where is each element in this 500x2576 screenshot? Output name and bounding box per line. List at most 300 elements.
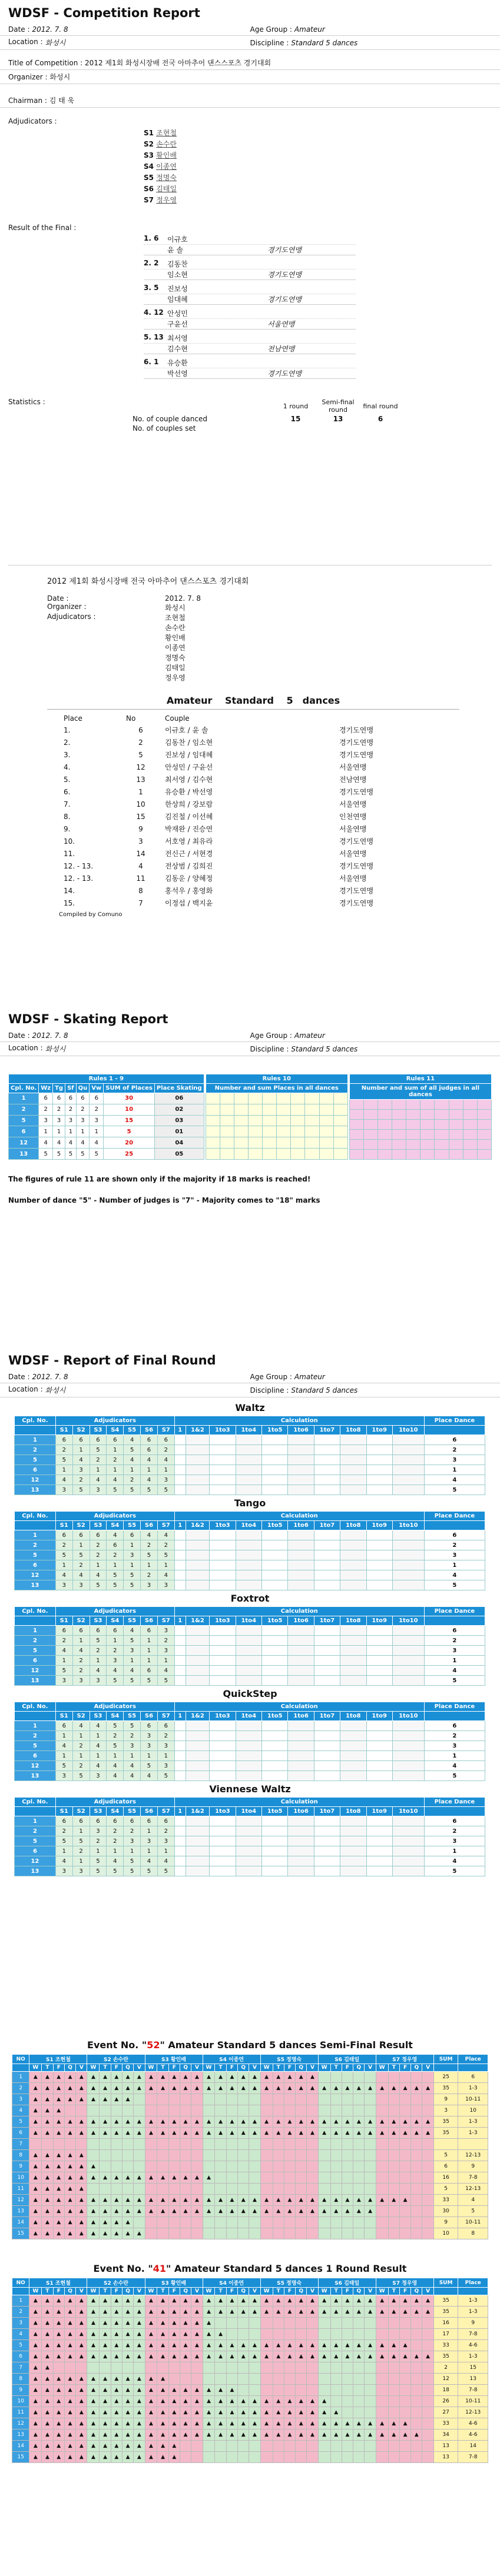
calc-col: 1 xyxy=(174,1807,186,1816)
event-mark xyxy=(353,2318,365,2329)
event-mark xyxy=(203,2452,215,2463)
event-mark: ▲ xyxy=(215,2351,226,2362)
event-mark xyxy=(399,2139,410,2150)
event-mark: ▲ xyxy=(134,2418,145,2429)
event-mark: ▲ xyxy=(365,2307,376,2318)
calc-cell xyxy=(236,1826,261,1836)
event-sum: 16 xyxy=(433,2318,458,2329)
event-mark xyxy=(376,2407,388,2418)
event-mark xyxy=(238,2161,249,2172)
rule10-cell xyxy=(277,1104,291,1115)
event-mark: ▲ xyxy=(296,2307,307,2318)
event-mark: ▲ xyxy=(53,2150,64,2161)
event-mark xyxy=(411,2452,422,2463)
event-mark: ▲ xyxy=(76,2295,87,2307)
event-mark xyxy=(168,2184,180,2195)
rule10-cell xyxy=(319,1104,333,1115)
event-mark xyxy=(215,2217,226,2228)
event-mark xyxy=(260,2172,273,2184)
event-mark: ▲ xyxy=(203,2351,215,2362)
event-mark xyxy=(411,2228,422,2239)
final-rank: 1. 6 xyxy=(144,234,159,242)
dance-place: 4 xyxy=(424,1761,485,1771)
couple-no: 6 xyxy=(15,1560,56,1570)
event-mark: ▲ xyxy=(226,2295,237,2307)
event-mark xyxy=(388,2396,399,2407)
calc-cell xyxy=(314,1485,340,1495)
event-mark: ▲ xyxy=(76,2161,87,2172)
skating-row xyxy=(9,1115,204,1126)
event-mark xyxy=(180,2441,191,2452)
judge-code: S7 xyxy=(157,1616,174,1626)
event-mark: ▲ xyxy=(87,2206,100,2217)
event-mark: ▲ xyxy=(330,2116,342,2128)
event-mark xyxy=(411,2094,422,2105)
rules-c-header: Rules 11 xyxy=(349,1074,491,1084)
calc-cell xyxy=(314,1455,340,1465)
event-title xyxy=(0,2263,500,2274)
event-mark: ▲ xyxy=(76,2407,87,2418)
event-row xyxy=(12,2396,488,2407)
calc-col: 1to9 xyxy=(366,1426,392,1435)
event-mark xyxy=(249,2184,260,2195)
event-mark xyxy=(226,2362,237,2374)
event-sum: 18 xyxy=(433,2385,458,2396)
event-mark xyxy=(399,2374,410,2385)
rule10-cell xyxy=(249,1126,263,1137)
event-mark: ▲ xyxy=(180,2128,191,2139)
adjudicator-name: 손수란 xyxy=(156,140,177,148)
adjudicator-code: S3 xyxy=(144,151,157,159)
rule11-cell xyxy=(420,1150,435,1160)
dance-row xyxy=(15,1540,485,1550)
event-mark: ▲ xyxy=(284,2407,295,2418)
couple-no: 4 xyxy=(12,2105,29,2116)
calc-cell xyxy=(392,1560,424,1570)
event-mark: ▲ xyxy=(342,2195,353,2206)
event-mark xyxy=(260,2329,273,2340)
summary-adj-name: 정명숙 xyxy=(165,654,186,662)
event-mark: ▲ xyxy=(168,2307,180,2318)
event-mark: ▲ xyxy=(29,2385,42,2396)
dance-place: 3 xyxy=(39,1115,53,1126)
place-header: Place xyxy=(64,714,82,723)
stat-col-header: Semi-final round xyxy=(322,398,355,414)
place-header: Place Dance xyxy=(424,1607,485,1616)
summary-team: 서울연맹 xyxy=(339,825,367,833)
event-mark xyxy=(87,2362,100,2374)
event-mark: ▲ xyxy=(191,2072,203,2083)
event-mark: ▲ xyxy=(296,2295,307,2307)
event-mark xyxy=(365,2407,376,2418)
couple-no: 2 xyxy=(9,1104,39,1115)
event-mark: ▲ xyxy=(180,2407,191,2418)
event-mark: ▲ xyxy=(76,2418,87,2429)
dance-col: T xyxy=(215,2288,226,2295)
event-mark: ▲ xyxy=(296,2340,307,2351)
event-mark: ▲ xyxy=(215,2295,226,2307)
dance-col: Q xyxy=(296,2288,307,2295)
event-mark: ▲ xyxy=(330,2351,342,2362)
event-mark xyxy=(330,2228,342,2239)
judge-mark: 5 xyxy=(90,1445,107,1455)
calc-cell xyxy=(314,1540,340,1550)
event-mark: ▲ xyxy=(100,2418,111,2429)
rule10-cell xyxy=(277,1149,291,1160)
judge-mark: 3 xyxy=(157,1836,174,1846)
event-mark xyxy=(191,2161,203,2172)
event-mark: ▲ xyxy=(157,2374,168,2385)
calc-cell xyxy=(236,1771,261,1781)
event-mark: ▲ xyxy=(134,2452,145,2463)
calc-cell xyxy=(261,1666,287,1676)
event-mark xyxy=(422,2105,433,2116)
event-mark xyxy=(342,2150,353,2161)
location-value: 화성시 xyxy=(45,39,66,47)
rule10-cell xyxy=(206,1137,220,1149)
event-mark xyxy=(399,2452,410,2463)
event-mark: ▲ xyxy=(42,2195,53,2206)
event-mark: ▲ xyxy=(145,2374,157,2385)
event-mark xyxy=(342,2228,353,2239)
final-team: 경기도연맹 xyxy=(267,246,302,254)
summary-team: 서울연맹 xyxy=(339,874,367,883)
final-team: 경기도연맹 xyxy=(267,271,302,279)
event-mark: ▲ xyxy=(64,2128,75,2139)
calc-cell xyxy=(174,1550,186,1560)
event-place: 12-13 xyxy=(458,2184,488,2195)
event-mark xyxy=(134,2362,145,2374)
event-place xyxy=(458,2139,488,2150)
judge-mark: 5 xyxy=(124,1580,141,1590)
summary-place: 5. xyxy=(64,775,71,784)
calc-cell xyxy=(186,1666,209,1676)
dance-place: 6 xyxy=(424,1816,485,1826)
event-mark: ▲ xyxy=(76,2351,87,2362)
event-mark: ▲ xyxy=(168,2351,180,2362)
event-mark xyxy=(318,2150,330,2161)
event-mark: ▲ xyxy=(134,2128,145,2139)
rule11-cell xyxy=(463,1150,477,1160)
calc-cell xyxy=(186,1816,209,1826)
event-mark: ▲ xyxy=(307,2128,318,2139)
dance-place: 4 xyxy=(424,1666,485,1676)
rule10-cell xyxy=(249,1149,263,1160)
rule10-cell xyxy=(305,1104,319,1115)
event-mark: ▲ xyxy=(318,2340,330,2351)
dance-place: 5 xyxy=(424,1676,485,1686)
couple-no: 12 xyxy=(15,1856,56,1866)
event-mark: ▲ xyxy=(145,2329,157,2340)
final-round-heading: WDSF - Report of Final Round xyxy=(8,1353,216,1367)
event-mark xyxy=(296,2217,307,2228)
event-mark: ▲ xyxy=(388,2195,399,2206)
calc-cell xyxy=(174,1761,186,1771)
calc-cell xyxy=(186,1570,209,1580)
event-mark: ▲ xyxy=(111,2217,122,2228)
calc-cell xyxy=(236,1570,261,1580)
dance-col: F xyxy=(226,2064,237,2072)
event-mark: ▲ xyxy=(376,2195,388,2206)
event-mark: ▲ xyxy=(203,2295,215,2307)
dance-col: F xyxy=(342,2288,353,2295)
calc-col: 1to8 xyxy=(340,1807,366,1816)
summary-place: 4. xyxy=(64,763,71,771)
summary-no: 4 xyxy=(138,861,143,870)
judge-mark: 3 xyxy=(55,1580,72,1590)
event-mark: ▲ xyxy=(122,2429,133,2441)
calc-cell xyxy=(210,1646,236,1656)
dance-row xyxy=(15,1646,485,1656)
judge-mark: 3 xyxy=(124,1836,141,1846)
event-mark: ▲ xyxy=(342,2206,353,2217)
summary-team: 경기도연맹 xyxy=(339,788,373,796)
event-mark xyxy=(318,2329,330,2340)
skating-meta-2 xyxy=(0,1042,500,1056)
event-mark xyxy=(29,2139,42,2150)
rule11-cell xyxy=(435,1140,449,1150)
dance-col: F xyxy=(399,2288,410,2295)
event-mark: ▲ xyxy=(53,2385,64,2396)
dance-place: 1 xyxy=(424,1751,485,1761)
event-mark: ▲ xyxy=(226,2351,237,2362)
event-row xyxy=(12,2094,488,2105)
summary-category: Amateur Standard 5 dances xyxy=(47,693,459,710)
judge-mark: 2 xyxy=(55,1636,72,1646)
event-mark xyxy=(307,2228,318,2239)
event-mark: ▲ xyxy=(260,2340,273,2351)
calc-col: 1to9 xyxy=(366,1616,392,1626)
rule10-cell xyxy=(206,1149,220,1160)
calc-cell xyxy=(210,1626,236,1636)
event-mark: ▲ xyxy=(307,2340,318,2351)
event-mark xyxy=(284,2452,295,2463)
event-mark: ▲ xyxy=(249,2418,260,2429)
dance-place: 2 xyxy=(90,1104,104,1115)
event-mark: ▲ xyxy=(64,2083,75,2094)
calc-cell xyxy=(174,1540,186,1550)
judge-mark: 5 xyxy=(55,1455,72,1465)
event-mark xyxy=(353,2374,365,2385)
summary-org-label: Organizer : xyxy=(47,603,87,611)
dance-row xyxy=(15,1721,485,1731)
event-mark: ▲ xyxy=(388,2429,399,2441)
couple-no: 1 xyxy=(15,1435,56,1445)
event-mark xyxy=(411,2195,422,2206)
event-mark: ▲ xyxy=(168,2396,180,2407)
judge-mark: 1 xyxy=(157,1751,174,1761)
couple-no: 9 xyxy=(12,2385,29,2396)
judge-mark: 2 xyxy=(55,1445,72,1455)
judge-code: S4 xyxy=(107,1521,124,1530)
event-mark xyxy=(215,2139,226,2150)
couple-no: 12 xyxy=(15,1761,56,1771)
summary-couple: 유승환 / 박선영 xyxy=(165,788,213,796)
event-row xyxy=(12,2139,488,2150)
event-mark xyxy=(296,2329,307,2340)
sk-disc-label: Discipline : xyxy=(250,1044,289,1053)
chairman-label: Chairman : xyxy=(8,96,47,105)
dance-col: W xyxy=(145,2288,157,2295)
event-mark: ▲ xyxy=(87,2396,100,2407)
judge-mark: 1 xyxy=(107,1846,124,1856)
calc-cell xyxy=(366,1530,392,1540)
event-mark xyxy=(238,2139,249,2150)
calc-cell xyxy=(236,1636,261,1646)
couple-no: 10 xyxy=(12,2172,29,2184)
judge-mark: 3 xyxy=(157,1580,174,1590)
event-mark: ▲ xyxy=(76,2083,87,2094)
event-mark xyxy=(353,2385,365,2396)
calc-cell xyxy=(174,1741,186,1751)
event-mark xyxy=(100,2161,111,2172)
event-mark: ▲ xyxy=(238,2340,249,2351)
event-mark xyxy=(307,2139,318,2150)
calc-cell xyxy=(392,1540,424,1550)
calc-cell xyxy=(314,1445,340,1455)
event-mark: ▲ xyxy=(215,2206,226,2217)
judge-mark: 3 xyxy=(157,1626,174,1636)
judge-mark: 4 xyxy=(107,1771,124,1781)
summary-adj-label: Adjudicators : xyxy=(47,613,96,621)
event-mark: ▲ xyxy=(157,2318,168,2329)
event-mark xyxy=(157,2217,168,2228)
calc-cell xyxy=(236,1751,261,1761)
event-mark: ▲ xyxy=(399,2295,410,2307)
judge-mark: 1 xyxy=(157,1656,174,1666)
summary-title: 2012 제1회 화성시장배 전국 아마추어 댄스스포츠 경기대회 xyxy=(47,577,249,586)
event-mark: ▲ xyxy=(342,2083,353,2094)
dance-table xyxy=(14,1416,485,1495)
calc-col: 1to4 xyxy=(236,1426,261,1435)
event-mark: ▲ xyxy=(388,2351,399,2362)
judge-mark: 3 xyxy=(107,1656,124,1666)
judge-mark: 6 xyxy=(72,1530,90,1540)
calc-cell xyxy=(236,1465,261,1475)
event-mark: ▲ xyxy=(284,2072,295,2083)
event-mark xyxy=(353,2228,365,2239)
judge-mark: 6 xyxy=(90,1530,107,1540)
event-mark: ▲ xyxy=(100,2307,111,2318)
event-mark xyxy=(273,2139,284,2150)
judge-mark: 5 xyxy=(141,1866,158,1876)
event-mark: ▲ xyxy=(53,2429,64,2441)
calc-cell xyxy=(186,1560,209,1570)
event-mark xyxy=(64,2362,75,2374)
event-mark xyxy=(411,2184,422,2195)
event-sum: 30 xyxy=(433,2206,458,2217)
event-place: 1-3 xyxy=(458,2083,488,2094)
calc-cell xyxy=(186,1435,209,1445)
event-mark xyxy=(122,2161,133,2172)
event-mark: ▲ xyxy=(87,2195,100,2206)
calc-cell xyxy=(288,1846,314,1856)
event-mark xyxy=(260,2441,273,2452)
event-mark: ▲ xyxy=(296,2429,307,2441)
calc-cell xyxy=(236,1836,261,1846)
calc-cell xyxy=(314,1836,340,1846)
calc-col: 1to8 xyxy=(340,1712,366,1721)
event-mark: ▲ xyxy=(157,2128,168,2139)
event-mark: ▲ xyxy=(215,2128,226,2139)
calc-cell xyxy=(210,1856,236,1866)
event-mark: ▲ xyxy=(111,2307,122,2318)
event-sum: 35 xyxy=(433,2307,458,2318)
event-mark: ▲ xyxy=(353,2195,365,2206)
rule10-cell xyxy=(291,1104,305,1115)
dance-title: Waltz xyxy=(235,1402,265,1413)
dance-place: 5 xyxy=(90,1149,104,1160)
event-mark: ▲ xyxy=(284,2340,295,2351)
calc-cell xyxy=(261,1751,287,1761)
event-mark xyxy=(399,2385,410,2396)
event-mark: ▲ xyxy=(422,2128,433,2139)
event-mark: ▲ xyxy=(284,2351,295,2362)
event-title-pre: Event No. " xyxy=(93,2263,153,2274)
event-mark: ▲ xyxy=(76,2385,87,2396)
rule10-cell xyxy=(305,1137,319,1149)
event-mark: ▲ xyxy=(122,2083,133,2094)
summary-date: 2012. 7. 8 xyxy=(165,594,201,603)
judge-mark: 3 xyxy=(157,1761,174,1771)
event-mark: ▲ xyxy=(330,2295,342,2307)
summary-team: 경기도연맹 xyxy=(339,738,373,747)
judge-mark: 5 xyxy=(55,1836,72,1846)
event-mark xyxy=(388,2329,399,2340)
calc-cell xyxy=(288,1721,314,1731)
event-mark: ▲ xyxy=(249,2307,260,2318)
summary-couple: 최서영 / 김수현 xyxy=(165,776,213,784)
cpl-header: Cpl. No. xyxy=(15,1702,56,1712)
event-mark: ▲ xyxy=(191,2351,203,2362)
event-mark xyxy=(376,2139,388,2150)
adjudicator-name: 이종연 xyxy=(156,162,177,171)
event-mark xyxy=(168,2161,180,2172)
judge-mark: 1 xyxy=(72,1445,90,1455)
dance-place: 3 xyxy=(424,1455,485,1465)
judge-mark: 4 xyxy=(107,1475,124,1485)
dance-col: F xyxy=(399,2064,410,2072)
event-mark: ▲ xyxy=(87,2228,100,2239)
calc-header: Calculation xyxy=(174,1798,424,1807)
event-mark xyxy=(318,2452,330,2463)
dance-place: 6 xyxy=(424,1530,485,1540)
calc-cell xyxy=(261,1836,287,1846)
event-mark: ▲ xyxy=(376,2418,388,2429)
rule11-cell xyxy=(363,1130,378,1140)
event-mark xyxy=(226,2150,237,2161)
event-mark: ▲ xyxy=(376,2429,388,2441)
rule11-cell xyxy=(392,1110,406,1120)
event-mark xyxy=(53,2139,64,2150)
event-mark xyxy=(388,2206,399,2217)
event-mark xyxy=(260,2105,273,2116)
judge-mark: 4 xyxy=(55,1570,72,1580)
event-mark: ▲ xyxy=(260,2083,273,2094)
judge-code: S5 xyxy=(124,1616,141,1626)
couple-no: 2 xyxy=(15,1826,56,1836)
couple-no: 8 xyxy=(12,2150,29,2161)
event-mark: ▲ xyxy=(29,2172,42,2184)
event-mark: ▲ xyxy=(168,2418,180,2429)
calc-cell xyxy=(392,1485,424,1495)
event-mark xyxy=(191,2105,203,2116)
calc-cell xyxy=(392,1741,424,1751)
event-mark xyxy=(411,2362,422,2374)
event-row xyxy=(12,2329,488,2340)
calc-cell xyxy=(174,1666,186,1676)
event-mark: ▲ xyxy=(42,2184,53,2195)
